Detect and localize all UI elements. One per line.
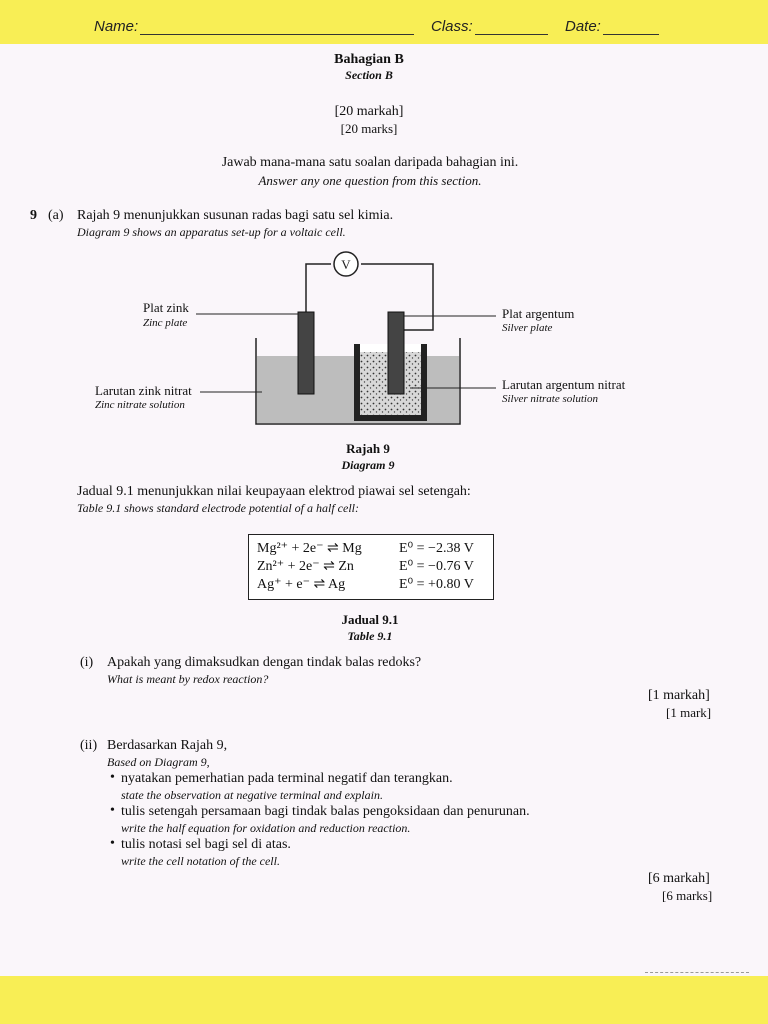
bullet-icon: •: [110, 836, 115, 851]
sub-question-i-text: Apakah yang dimaksudkan dengan tindak balas redoks?: [107, 655, 422, 670]
table-row-value: E⁰ = −0.76 V: [399, 559, 474, 574]
table-intro: Jadual 9.1 menunjukkan nilai keupayaan elektrod piawai sel setengah:: [77, 484, 471, 499]
section-instruction-en: Answer any one question from this section.: [258, 173, 482, 188]
label-zinc-nitrate: Larutan zink nitrat: [95, 383, 192, 398]
question-part: (a): [48, 208, 64, 223]
label-zinc-nitrate-en: Zinc nitrate solution: [95, 399, 185, 411]
table-row-equation: Mg²⁺ + 2e⁻ ⇌ Mg: [257, 541, 362, 556]
wire-left: [306, 264, 331, 312]
bullet-icon: •: [110, 770, 115, 785]
label-zinc-plate: Plat zink: [143, 300, 189, 315]
table-row-value: E⁰ = +0.80 V: [399, 577, 474, 592]
question-number: 9: [30, 208, 37, 223]
voltmeter-label: V: [341, 257, 351, 272]
sub-question-ii-marks: [6 markah]: [648, 871, 710, 886]
table-caption-en: Table 9.1: [347, 629, 393, 643]
worksheet-footer-bar: [0, 976, 768, 1024]
bullet-text: nyatakan pemerhatian pada terminal negatif dan terangkan.: [121, 771, 453, 786]
bullet-text-en: write the half equation for oxidation and reduction reaction.: [121, 821, 411, 835]
footer-divider: [645, 972, 749, 973]
diagram-caption: Rajah 9: [346, 441, 390, 456]
sub-question-ii-text-en: Based on Diagram 9,: [107, 755, 210, 769]
sub-question-ii-label: (ii): [80, 738, 98, 753]
class-label: Class:: [431, 18, 473, 35]
table-row-equation: Ag⁺ + e⁻ ⇌ Ag: [257, 577, 346, 592]
label-silver-plate-en: Silver plate: [502, 322, 553, 334]
table-intro-en: Table 9.1 shows standard electrode potential of a half cell:: [77, 501, 359, 515]
section-title-en: Section B: [345, 68, 393, 82]
silver-plate: [388, 312, 404, 394]
label-silver-nitrate: Larutan argentum nitrat: [502, 377, 626, 392]
section-marks: [20 markah]: [334, 104, 404, 119]
bullet-text: tulis notasi sel bagi sel di atas.: [121, 837, 291, 852]
electrode-potential-table: [248, 534, 494, 600]
table-caption: Jadual 9.1: [341, 612, 399, 627]
section-title: Bahagian B: [334, 52, 404, 67]
date-label: Date:: [565, 18, 601, 35]
label-silver-plate: Plat argentum: [502, 306, 575, 321]
sub-question-ii-text: Berdasarkan Rajah 9,: [107, 738, 228, 753]
table-row-equation: Zn²⁺ + 2e⁻ ⇌ Zn: [257, 559, 354, 574]
sub-question-i-marks-en: [1 mark]: [666, 705, 712, 720]
label-zinc-plate-en: Zinc plate: [143, 317, 188, 329]
name-label: Name:: [94, 18, 139, 35]
label-silver-nitrate-en: Silver nitrate solution: [502, 393, 598, 405]
sub-question-ii-marks-en: [6 marks]: [662, 888, 713, 903]
sub-question-i-marks: [1 markah]: [648, 688, 710, 703]
bullet-text-en: state the observation at negative terminal and explain.: [121, 788, 383, 802]
table-row-value: E⁰ = −2.38 V: [399, 541, 474, 556]
sub-question-i-label: (i): [80, 655, 94, 670]
voltmeter-icon: [334, 252, 358, 276]
bullet-text-en: write the cell notation of the cell.: [121, 854, 280, 868]
question-text-en: Diagram 9 shows an apparatus set-up for a voltaic cell.: [77, 225, 346, 239]
bullet-text: tulis setengah persamaan bagi tindak balas pengoksidaan dan penurunan.: [121, 804, 530, 819]
bullet-icon: •: [110, 803, 115, 818]
section-instruction: Jawab mana-mana satu soalan daripada bahagian ini.: [221, 155, 519, 170]
question-text: Rajah 9 menunjukkan susunan radas bagi satu sel kimia.: [77, 208, 394, 223]
section-marks-en: [20 marks]: [340, 121, 398, 136]
zinc-plate: [298, 312, 314, 394]
sub-question-i-text-en: What is meant by redox reaction?: [107, 672, 269, 686]
diagram-caption-en: Diagram 9: [341, 458, 395, 472]
